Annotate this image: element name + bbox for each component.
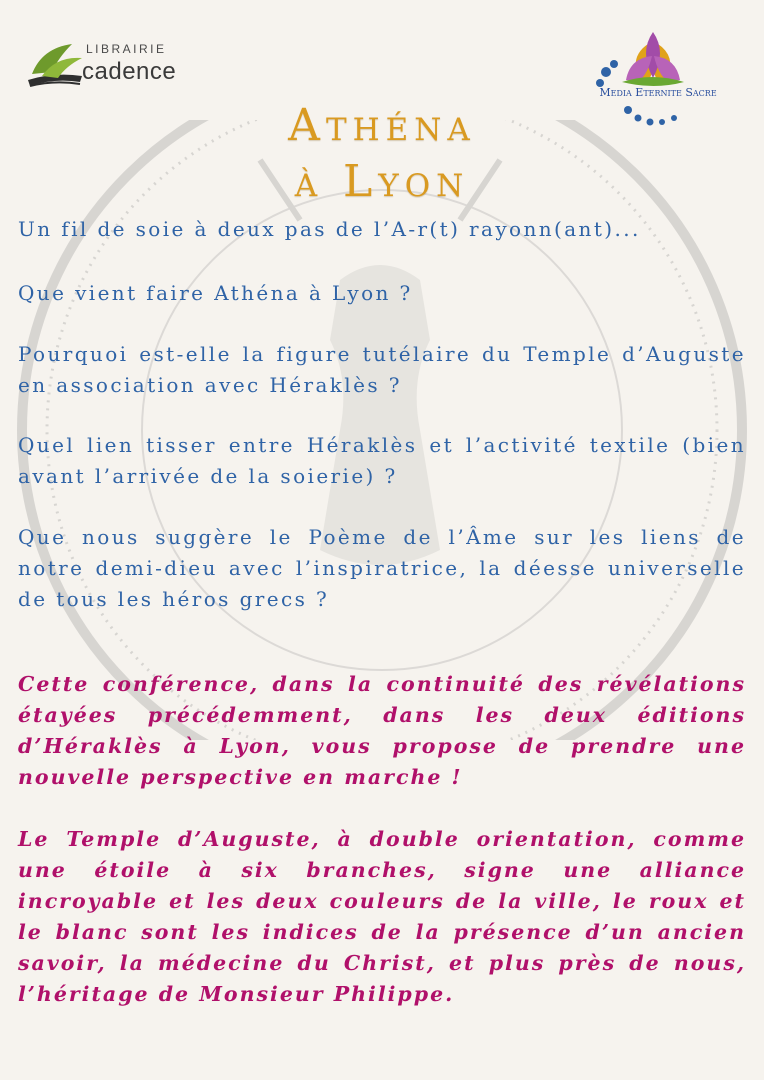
question-1: Un fil de soie à deux pas de l’A-r(t) rayonn(ant)... xyxy=(18,217,641,241)
question-2: Que vient faire Athéna à Lyon ? xyxy=(18,281,413,305)
paragraph-temple: Le Temple d’Auguste, à double orientation, comme une étoile à six branches, signe une alliance incroyable et les deux couleurs de la ville, le roux et le blanc sont les indices de la présence d’un ancien savoir, la médecine du Christ, et plus près de nous, l’héritage de Monsieur Philippe. xyxy=(18,827,746,1006)
logo-left-line2: cadence xyxy=(82,58,177,85)
librairie-cadence-logo xyxy=(22,36,192,96)
paragraph-conference: Cette conférence, dans la continuité des révélations étayées précédemment, dans les deux éditions d’Héraklès à Lyon, vous propose de prendre une nouvelle perspective en marche ! xyxy=(18,672,746,789)
question-5: Que nous suggère le Poème de l’Âme sur les liens de notre demi-dieu avec l’inspiratrice, la déesse universelle de tous les héros grecs ? xyxy=(18,525,746,611)
page-title xyxy=(0,98,764,210)
title-line1: Athéna xyxy=(288,100,476,151)
logo-right-name: Media Eternite Sacre xyxy=(599,86,717,99)
open-book-leaves-icon xyxy=(22,36,88,96)
question-3: Pourquoi est-elle la figure tutélaire du Temple d’Auguste en association avec Héraklès ? xyxy=(18,342,746,397)
title-line2: à Lyon xyxy=(294,156,470,207)
logo-left-line1: LIBRAIRIE xyxy=(86,42,167,56)
question-4: Quel lien tisser entre Héraklès et l’activité textile (bien avant l’arrivée de la soierie) ? xyxy=(18,433,746,488)
